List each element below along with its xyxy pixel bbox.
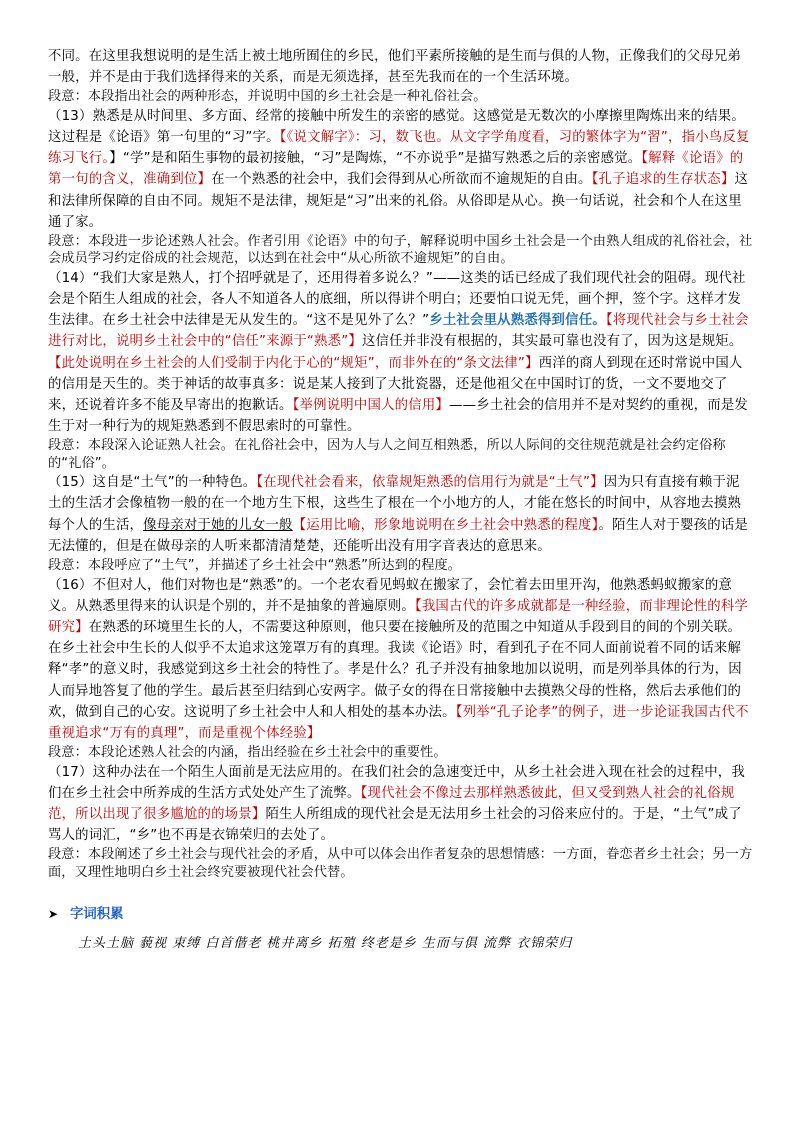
text-run: 段意：本段指出社会的两种形态，并说明中国的乡土社会是一种礼俗社会。 — [48, 89, 487, 105]
paragraph-summary — [48, 233, 753, 268]
annotation-text: 【运用比喻，形象地说明在乡土社会中熟悉的程度】 — [292, 517, 599, 533]
text-run: （14）“我们大家是熟人，打个招呼就是了，还用得着多说么？”——这类的话已经成了我们现代社会的阻碍。现代社会是个陌生人组成的社会，各人不知道各人的底细，所以得讲个明白；还要怕口说无凭，画个押，签个字。这样才发生法律。在乡土社会中法律是无从发生的。“这不是见外了么？” — [48, 270, 746, 329]
annotation-text: 【列举“孔子论孝”的例子，进一步论证我国古代不重视追求“万有的真理”，而是重视个体经验】 — [48, 704, 749, 741]
text-run: 不同。在这里我想说明的是生活上被土地所囿住的乡民，他们平素所接触的是生而与俱的人物，正像我们的父母兄弟一般，并不是由于我们选择得来的关系，而是无须选择，甚至先我而在的一个生活环境。 — [48, 49, 742, 86]
annotation-text: 【此处说明在乡土社会的人们受制于内化于心的“规矩”，而非外在的“条文法律”】 — [48, 355, 539, 371]
text-run: 这信任并非没有根据的，其实最可靠也没有了，因为这是规矩。 — [361, 334, 743, 350]
annotation-text: 【解释《论语》的第一句的含义，准确到位】 — [48, 151, 744, 188]
text-run: （15）这自是“土气”的一种特色。 — [48, 475, 257, 491]
text-run: 西洋的商人到现在还时常说中国人的信用是天生的。类于神话的故事真多：说是某人接到了大批瓷器，还是他祖父在中国时订的货，一文不要地交了来，还说着许多不能及早寄出的抱歉话。 — [48, 355, 743, 414]
document-page — [48, 46, 753, 951]
paragraph-summary — [48, 557, 753, 574]
text-run: 像母亲对于她的儿女一般 — [143, 517, 293, 533]
annotation-text: 【我国古代的许多成就都是一种经验，而非理论性的科学研究】 — [48, 598, 749, 635]
text-run: 陌生人所组成的现代社会是无法用乡土社会的习俗来应付的。于是，“土气”成了骂人的词汇，“乡”也不再是衣锦荣归的去处了。 — [48, 806, 742, 844]
text-run: 在熟悉的环境里生长的人，不需要这种原则，他只要在接触所及的范围之中知道从手段到目的间的个别关联。在乡土社会中生长的人似乎不太追求这笼罩万有的真理。我读《论语》时，看到孔子在不同人面前说着不同的话来解释“孝”的意义时，我感觉到这乡土社会的特性了。孝是什么？孔子并没有抽象地加以说明，而是列举具体的行为，因人而异地答复了他的学生。最后甚至归结到心安两字。做子女的得在日常接触中去摸熟父母的性格，然后去承他们的欢，做到自己的心安。这说明了乡土社会中人和人相处的基本办法。 — [48, 619, 742, 720]
text-run: 。陌生人对于婴孩的话是无法懂的，但是在做母亲的人听来都清清楚楚，还能听出没有用字音表达的意思来。 — [48, 517, 749, 554]
annotation-text: 【在现代社会看来，依靠规矩熟悉的信用行为就是“土气”】 — [256, 475, 604, 491]
vocabulary-list: 土头土脑 藐视 束缚 白首偕老 桃井离乡 拓殖 终老是乡 生而与俱 流弊 衣锦荣归 — [78, 936, 573, 952]
document-body — [48, 46, 753, 881]
body-paragraph — [48, 268, 753, 438]
text-run: 在一个熟悉的社会中，我们会得到从心所欲而不逾规矩的自由。 — [211, 172, 592, 188]
body-paragraph — [48, 46, 753, 88]
body-paragraph — [48, 106, 753, 233]
paragraph-summary — [48, 437, 753, 472]
paragraph-summary — [48, 88, 753, 105]
annotation-text: 乡土社会里从熟悉得到信任。 — [429, 313, 606, 329]
annotation-text: 【孔子追求的生存状态】 — [591, 172, 735, 188]
body-paragraph — [48, 575, 753, 745]
text-run: 】“学”是和陌生事物的最初接触，“习”是陶炼，“不亦说乎”是描写熟悉之后的亲密感觉。 — [109, 151, 642, 167]
text-run: （17）这种办法在一个陌生人面前是无法应用的。在我们社会的急速变迁中，从乡土社会进入现在社会的过程中，我们在乡土社会中所养成的生活方式处处产生了流弊。 — [48, 764, 745, 801]
text-run: 段意：本段阐述了乡土社会与现代社会的矛盾，从中可以体会出作者复杂的思想情感：一方面，眷恋者乡土社会；另一方面，又理性地明白乡土社会终究要被现代社会代替。 — [48, 847, 753, 880]
paragraph-summary — [48, 744, 753, 761]
text-run: 因为只有直接有赖于泥土的生活才会像植物一般的在一个地方生下根，这些生了根在一个小地方的人，才能在悠长的时间中，从容地去摸熟每个人的生活， — [48, 475, 742, 533]
text-run: ——乡土社会的信用并不是对契约的重视，而是发生于对一种行为的规矩熟悉到不假思索时的可靠性。 — [48, 398, 749, 435]
text-run: 段意：本段进一步论述熟人社会。作者引用《论语》中的句子，解释说明中国乡土社会是一个由熟人组成的礼俗社会，社会成员学习约定俗成的社会规范，以达到在社会中“从心所欲不逾规矩”的自由。 — [48, 234, 753, 267]
paragraph-summary — [48, 846, 753, 881]
text-run: 这和法律所保障的自由不同。规矩不是法律，规矩是“习”出来的礼俗。从俗即是从心。换一句话说，社会和个人在这里通了家。 — [48, 172, 749, 230]
annotation-text: 【举例说明中国人的信用】 — [292, 398, 450, 414]
text-run: 段意：本段呼应了“土气”，并描述了乡土社会中“熟悉”所达到的程度。 — [48, 558, 462, 574]
arrow-bullet-icon: ➤ — [48, 907, 59, 922]
body-paragraph — [48, 472, 753, 557]
text-run: （16）不但对人，他们对物也是“熟悉”的。一个老农看见蚂蚁在搬家了，会忙着去田里开沟，他熟悉蚂蚁搬家的意义。从熟悉里得来的认识是个别的，并不是抽象的普遍原则。 — [48, 577, 733, 614]
annotation-text: 【现代社会不像过去那样熟悉彼此，但又受到熟人社会的礼俗规范，所以出现了很多尴尬的的场景】 — [48, 785, 735, 822]
text-run: 段意：本段论述熟人社会的内涵，指出经验在乡土社会中的重要性。 — [48, 745, 447, 761]
text-run: 段意：本段深入论证熟人社会。在礼俗社会中，因为人与人之间互相熟悉，所以人际间的交往规范就是社会约定俗称的“礼俗”。 — [48, 438, 726, 471]
text-run: （13）熟悉是从时间里、多方面、经常的接触中所发生的亲密的感觉。这感觉是无数次的小摩擦里陶炼出来的结果。这过程是《论语》第一句里的“习”字。 — [48, 108, 745, 146]
body-paragraph — [48, 762, 753, 847]
annotation-text: 【《说文解字》：习，数飞也。从文字学角度看，习的繁体字为“習”，指小鸟反复练习飞行。 — [48, 130, 750, 167]
section-title: 字词积累 — [70, 907, 124, 923]
annotation-text: 【将现代社会与乡土社会进行对比，说明乡土社会中的“信任”来源于“熟悉”】 — [48, 313, 749, 350]
section-heading — [48, 903, 753, 922]
